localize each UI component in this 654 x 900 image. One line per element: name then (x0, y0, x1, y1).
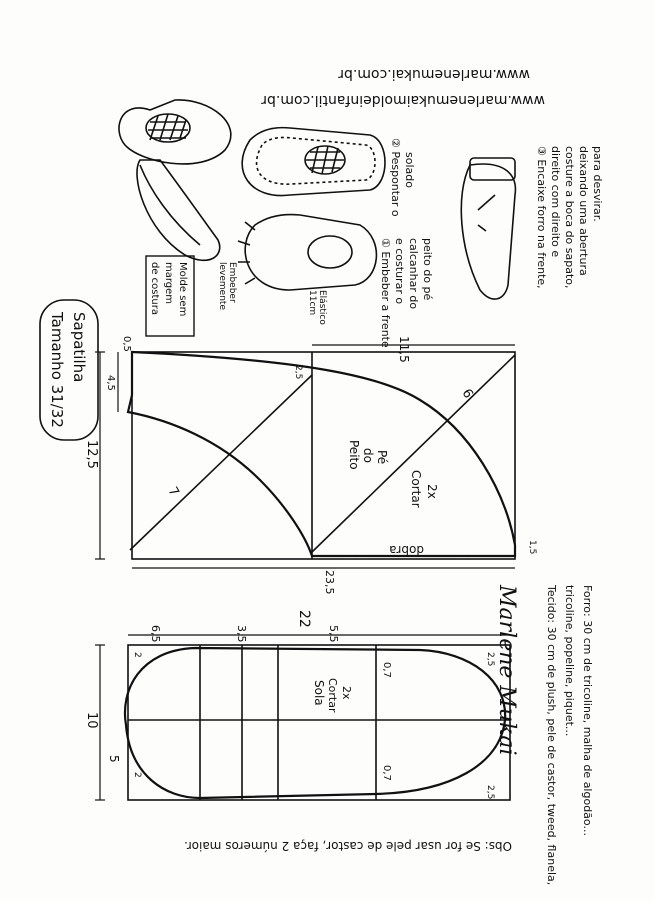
svg-text:do: do (361, 448, 375, 463)
svg-text:Cortar: Cortar (409, 470, 423, 508)
svg-text:Pé: Pé (375, 450, 389, 465)
svg-text:calcanhar do: calcanhar do (407, 238, 420, 310)
peito-cut-label (409, 470, 439, 508)
signature (494, 584, 519, 756)
mold-note-line1: Molde sem (177, 262, 188, 317)
elastico-label (307, 290, 327, 325)
title-line1: Sapatilha (70, 312, 88, 383)
fabric-notes (545, 584, 594, 885)
svg-text:Cortar: Cortar (326, 678, 339, 713)
peito-diag-top: 2,5 (293, 365, 303, 380)
sola-corner-tr: 2,5 (485, 652, 495, 667)
svg-text:Peito: Peito (347, 440, 361, 470)
sola-pattern (125, 645, 510, 800)
peito-label (347, 440, 389, 470)
peito-bottom-right: 1,5 (527, 540, 537, 555)
mold-note (146, 256, 194, 336)
sola-inner-bottom: 0,7 (381, 765, 392, 781)
sola-corner-tl: 2 (132, 652, 142, 658)
svg-text:① Embeber a frente: ① Embeber a frente (379, 238, 392, 348)
shoe-top-view (119, 100, 231, 164)
website-1: www.marlenemukai.com.br (338, 66, 530, 82)
peito-diagonal-right (312, 355, 515, 552)
shoe-sole-view (242, 128, 385, 196)
svg-text:Marlene Mukai: Marlene Mukai (494, 585, 519, 756)
svg-text:Sola: Sola (312, 680, 326, 706)
peito-diagonal-left (130, 375, 312, 550)
shoe-side-view (137, 160, 220, 260)
svg-text:levemente: levemente (217, 262, 227, 310)
svg-text:2x: 2x (425, 484, 439, 499)
obs-note: Obs: Se for usar pele de castor, faça 2 números maior. (184, 839, 512, 853)
svg-text:peito do pé: peito do pé (421, 238, 434, 301)
fold-label: dobra (389, 543, 424, 557)
mold-note-line3: de costura (149, 262, 160, 316)
peito-left-dim: 4,5 (105, 375, 116, 391)
sola-seg3: 5,5 (327, 625, 340, 643)
sola-bounding-rect (128, 645, 510, 800)
peito-diag-left: 7 (164, 484, 182, 500)
svg-text:② Pespontar o: ② Pespontar o (389, 138, 402, 217)
svg-text:para desvirar.: para desvirar. (591, 146, 604, 222)
title-line2: Tamanho 31/32 (48, 312, 66, 428)
step-3-text (535, 146, 604, 289)
peito-do-pe-pattern (128, 352, 515, 559)
svg-text:deixando uma abertura: deixando uma abertura (577, 146, 590, 276)
svg-text:2x: 2x (340, 686, 353, 700)
step-2-text (389, 138, 416, 217)
sola-seg2: 3,5 (235, 625, 248, 643)
fabric-line2: tricoline, popeline, piquet... (563, 585, 576, 737)
svg-text:Elástico: Elástico (317, 290, 327, 325)
peito-dimensions (95, 345, 515, 568)
sola-seg1: 6,5 (149, 625, 162, 643)
sola-corner-br: 2,5 (485, 785, 495, 800)
title-block (40, 300, 98, 440)
shoe-lining-view (461, 164, 515, 299)
svg-text:Embeber: Embeber (227, 262, 237, 303)
svg-text:solado: solado (403, 152, 416, 188)
sola-corner-bl: 2 (132, 772, 142, 778)
peito-bottom-width: 23,5 (323, 570, 336, 595)
svg-text:③ Encaixe forro na frente,: ③ Encaixe forro na frente, (535, 146, 548, 289)
embeber-label (217, 262, 237, 310)
peito-diag-right: 6 (458, 386, 476, 402)
svg-text:11cm: 11cm (307, 290, 317, 316)
peito-top-dim: 0,5 (121, 336, 132, 352)
sola-outline (125, 648, 505, 798)
svg-text:e costurar o: e costurar o (393, 238, 406, 305)
svg-text:costure a boca do sapato,: costure a boca do sapato, (563, 146, 576, 289)
fabric-line3: Forro: 30 cm de tricoline, malha de algodão... (581, 585, 594, 836)
step-1-text (379, 238, 434, 348)
sola-dimensions (95, 635, 510, 800)
sola-inner-top: 0,7 (381, 662, 392, 678)
peito-outline (128, 352, 515, 556)
shoe-assembly-view (245, 215, 376, 290)
sola-width: 10 (84, 712, 99, 729)
website-2: www.marlenemukaimoldeinfantil.com.br (261, 92, 545, 108)
mold-note-line2: margem (163, 262, 174, 305)
svg-text:direito com direito e: direito com direito e (549, 146, 562, 258)
peito-width-dim: 11,5 (397, 336, 411, 363)
sola-length: 22 (296, 610, 312, 628)
fabric-line1: Tecido: 30 cm de plush, pele de castor, tweed, flanela, (545, 585, 558, 886)
peito-total-height: 12,5 (84, 440, 99, 469)
sola-label (312, 678, 353, 713)
sola-half: 5 (107, 755, 121, 763)
peito-bounding-rect (132, 352, 515, 559)
